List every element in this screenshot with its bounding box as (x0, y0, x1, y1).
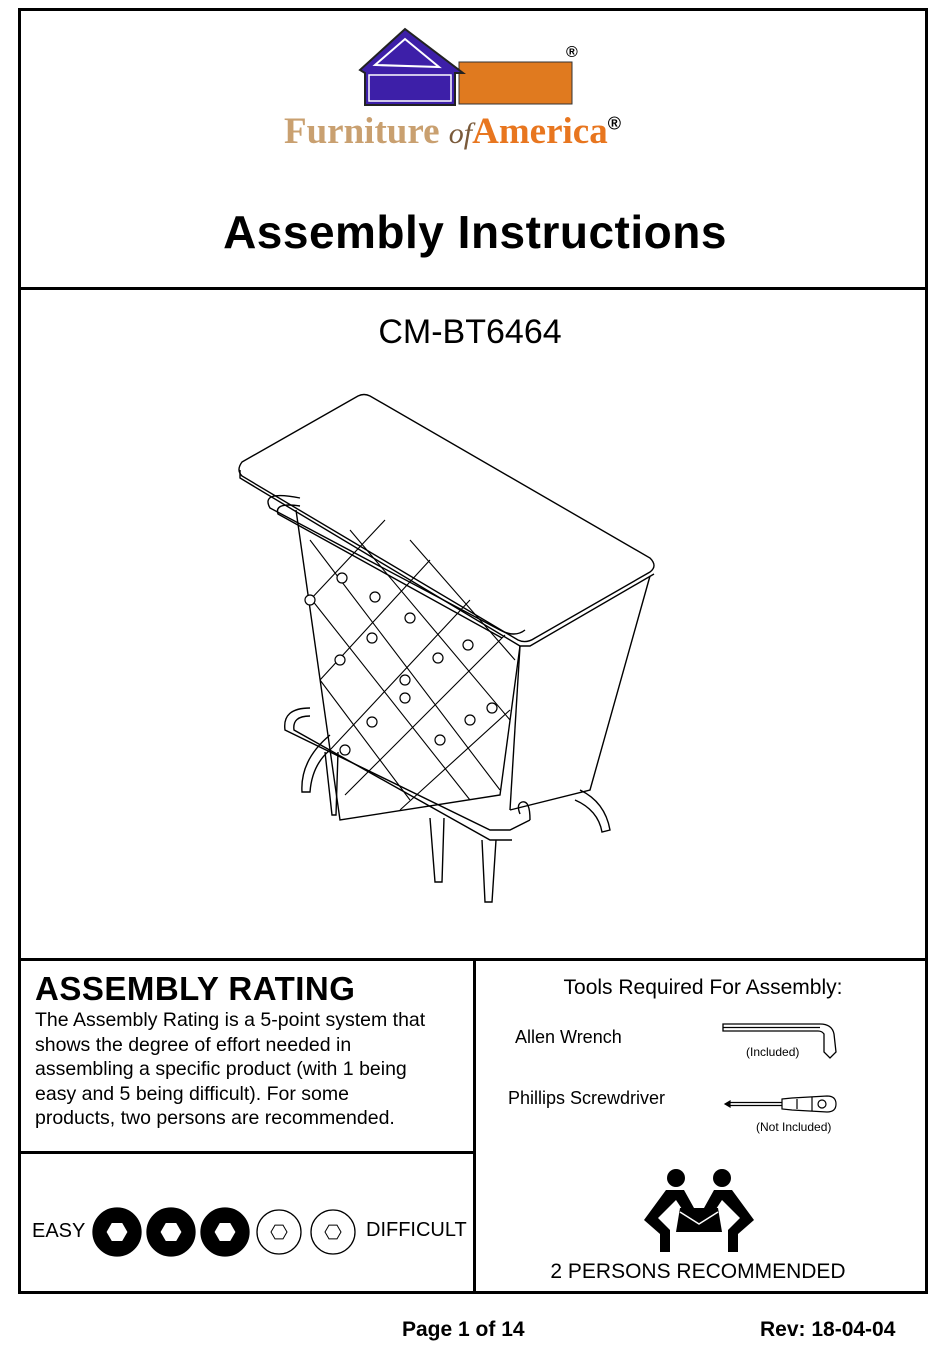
rating-dot-filled (147, 1208, 195, 1256)
revision: Rev: 18-04-04 (760, 1318, 896, 1341)
description-line: products, two persons are recommended. (35, 1107, 395, 1129)
divider-rating (18, 1151, 475, 1154)
divider-header (18, 287, 928, 290)
brand-name-part1: Furniture (284, 111, 440, 152)
rating-difficult-label: DIFFICULT (366, 1219, 467, 1241)
brand-name-part3: America (472, 111, 608, 152)
divider-vertical (473, 958, 476, 1294)
brand-logo-icon (355, 25, 590, 110)
screwdriver-icon (722, 1090, 842, 1120)
assembly-rating-title: ASSEMBLY RATING (35, 970, 356, 1007)
rating-scale (92, 1207, 362, 1257)
rating-dot-filled (93, 1208, 141, 1256)
product-model: CM-BT6464 (378, 313, 562, 351)
tool-note-not-included: (Not Included) (756, 1120, 832, 1134)
tool-note-included: (Included) (746, 1045, 800, 1059)
description-line: The Assembly Rating is a 5-point system that (35, 1009, 426, 1031)
description-line: assembling a specific product (with 1 being (35, 1058, 407, 1080)
rating-dot-empty (257, 1210, 301, 1254)
two-persons-carrying-icon (636, 1168, 766, 1256)
assembly-rating-description (35, 1008, 465, 1131)
logo-registered-mark: ® (566, 44, 578, 61)
tool-name-allen-wrench: Allen Wrench (515, 1027, 622, 1047)
persons-recommended-label: 2 PERSONS RECOMMENDED (550, 1260, 846, 1283)
description-line: easy and 5 being difficult). For some (35, 1082, 349, 1105)
rating-dot-filled (201, 1208, 249, 1256)
tools-title: Tools Required For Assembly: (563, 976, 843, 999)
rating-dot-empty (311, 1210, 355, 1254)
page-number: Page 1 of 14 (402, 1318, 525, 1341)
tool-name-phillips-screwdriver: Phillips Screwdriver (508, 1088, 666, 1108)
page-title: Assembly Instructions (223, 206, 727, 258)
description-line: shows the degree of effort needed in (35, 1033, 352, 1056)
brand-name-part2: of (448, 117, 473, 150)
brand-name (284, 110, 621, 153)
bar-table-illustration (230, 390, 670, 910)
rating-easy-label: EASY (32, 1220, 86, 1242)
brand-registered-mark: ® (607, 113, 621, 134)
